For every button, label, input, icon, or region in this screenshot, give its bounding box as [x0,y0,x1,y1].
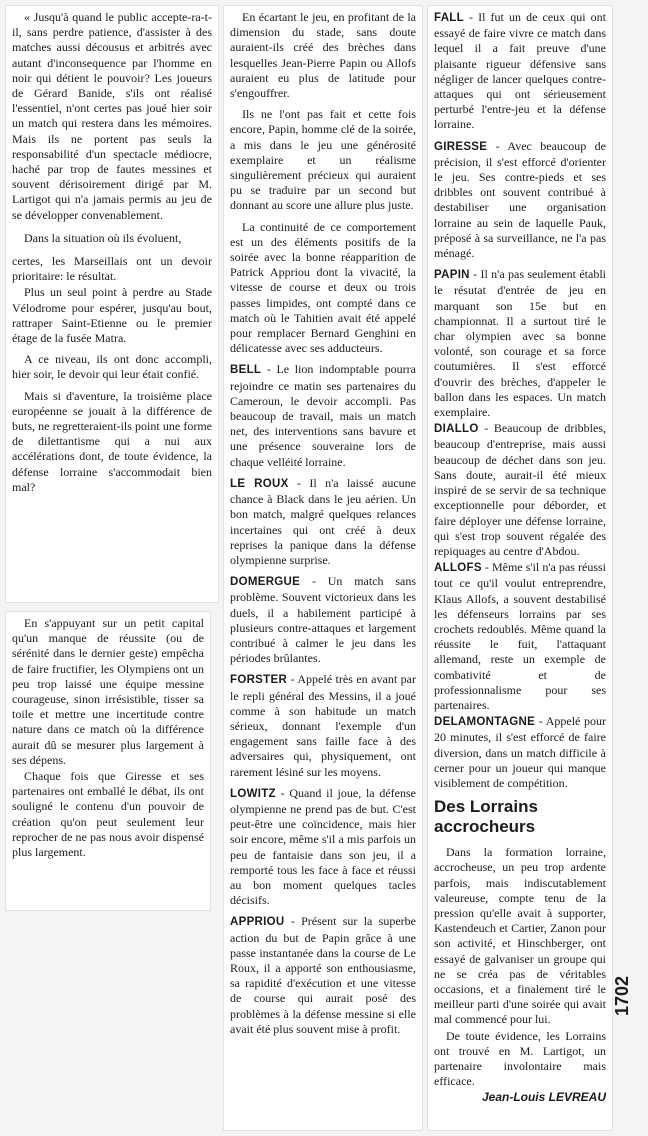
paragraph: Plus un seul point à perdre au Stade Vélodrome pour espérer, jusqu'au bout, rattraper Saint-Etienne ou le premier étage de la fusée Matra. [12,285,212,346]
player-comment: - Avec beaucoup de précision, il s'est efforcé d'orienter le jeu. Ses contre-pieds et ses dribbles ont souvent contribué à destabiliser une organisation lorraine au sein de laquelle Pauk, préposé à sa surveillance, ne l'a pas ménagé. [434,138,606,261]
paragraph: Chaque fois que Giresse et ses partenaires ont emballé le débat, ils ont souligné le contenu d'un pouvoir de création qu'on peut seulement leur reprocher de ne pas nous avoir dispensé plus largement. [12,769,204,860]
player-rating-papin [434,267,606,420]
player-comment: - Il fut un de ceux qui ont essayé de faire vivre ce match dans lequel il a fait preuve d'une plaisante rigueur défensive sans négliger de lancer quelques contre-attaques qui ont sérieusement perturbé l'entre-jeu et la défense lorraine. [434,10,606,132]
paragraph: De toute évidence, les Lorrains ont trouvé en M. Lartigot, un partenaire involontaire mais efficace. [434,1028,606,1089]
paragraph: La continuité de ce comportement est un des éléments positifs de la soirée avec la bonne réapparition de Patrick Appriou dont la vivacité, la vitesse de course et deux ou trois passes limpides, ont compté dans ce match où le Tahitien avait été appelé pour remplacer Bernard Genghini en délicatesse avec ses adducteurs. [230,219,416,356]
paragraph: A ce niveau, ils ont donc accompli, hier soir, le devoir qui leur était confié. [12,352,212,382]
article-clipping-col2 [224,6,422,1130]
player-rating-delamontagne [434,714,606,791]
player-comment: - Le lion indomptable pourra rejoindre ce matin ses partenaires du Cameroun, le devoir accompli. Pas beaucoup de travail, mais un match net, des interventions sans bavure et une présence souveraine lors de chaque velléité lorraine. [230,362,416,469]
player-rating-allofs [434,560,606,713]
player-name: LE ROUX [230,477,289,490]
paragraph: Mais si d'aventure, la troisième place européenne se jouait à la différence de buts, ne regretteraient-ils point une forme de dilettantisme qui a nui aux accélérations dont, de toute évidence, la défense lorraine s'accommodait bien mal? [12,388,212,494]
paragraph: En s'appuyant sur un petit capital qu'un manque de réussite (ou de sérénité dans le dernier geste) empêcha de faire fructifier, les Olympiens ont un peu trop laissé une équipe messine courageuse, sinon irrésistible, tisser sa toile et mettre une incertitude contre nature dans ce match où la différence aurait dû se mesurer plus largement à ses dépens. [12,616,204,767]
player-comment: - Il n'a laissé aucune chance à Black dans le jeu aérien. Un bon match, malgré quelques relances incertaines qui ont créé à deux reprises la panique dans la défense olympienne surprise. [230,475,417,567]
paragraph: certes, les Marseillais ont un devoir prioritaire: le résultat. [12,254,212,284]
player-rating-appriou [230,914,416,1037]
article-clipping-col3 [428,6,612,1130]
player-name: FALL [434,12,464,24]
player-comment: - Quand il joue, la défense olympienne ne prend pas de but. C'est peut-être une coïncidence, mais hier soir encore, même s'il a mis parfois un peu de fantaisie dans son jeu, il a remporté tous les face à face et réussi au bon moment quelques tacles décisifs. [230,785,416,908]
player-rating-giresse [434,139,606,262]
paragraph: Dans la situation où ils évoluent, [24,230,182,245]
paragraph: En écartant le jeu, en profitant de la dimension du stade, sans doute auraient-ils créé des brèches dans lesquelles Jean-Pierre Papin ou Allofs auraient eu plus de latitude pour s'engouffrer. [230,10,416,101]
player-name: FORSTER [230,674,288,687]
player-name: BELL [230,364,262,377]
player-name: ALLOFS [434,562,482,575]
player-rating-lowitz [230,786,416,909]
player-name: DIALLO [434,423,479,436]
article-clipping-col1-bottom [6,612,210,910]
player-rating-domergue [230,574,416,666]
player-comment: - Il n'a pas seulement établi le résutat d'entrée de jeu en marquant son 15e but en championnat. Il a surtout tiré le char olympien avec sa bonne volonté, son courage et sa force coutumières. Il s'est efforcé d'ouvrir des brèches, d'appeler le ballon dans les espaces. Un match exemplaire. [434,267,607,420]
section-title: Des Lorrains accrocheurs [434,797,538,837]
paragraph: « Jusqu'à quand le public accepte-ra-t-il, sans perdre patience, d'assister à des matches aussi décousus et arbitrés avec autant d'inconsequence par l'homme en noir qui détient le pouvoir? Les joueurs de Gérard Banide, s'ils ont réalisé l'essentiel, n'ont certes pas joué hier soir un match qui restera dans les mémoires. Mais ils ne portent pas seuls la responsabilité d'un spectacle médiocre, haché par trop de fautes messines et souvent dérisoirement dirigé par M. Lartigot qui n'a jamais permis au jeu de se développer convenablement. [12,10,212,222]
player-rating-bell [230,362,416,469]
player-name: DOMERGUE [230,576,301,589]
player-comment: - Appelé très en avant par le repli général des Messins, il a joué comme à son habitude un match sérieux, donnant l'exemple d'un engagement sans faille face à des adversaires qui, physiquement, ont rarement lésiné sur les moyens. [230,672,416,779]
player-name: LOWITZ [230,787,276,800]
player-rating-le-roux [230,476,416,568]
player-comment: - Beaucoup de dribbles, beaucoup d'entreprise, mais aussi beaucoup de déchet dans son jeu. Sans doute, aurait-il été mieux inspiré de se servir de sa technique exceptionnelle pour déborder, et faire déployer une défense lorraine, qui s'est trop souvent régalée des repiquages au centre d'Abdou. [434,421,606,558]
player-comment: - Même s'il n'a pas réussi tout ce qu'il voulut entreprendre, Klaus Allofs, a souvent destabilisé les défenseurs lorrains par ses crochets redoublés. Même quand la réussite le fuit, l'attaquant allemand, reste un exemple de combativité et de professionnalisme pour ses partenaires. [434,560,606,712]
author-signature: Jean-Louis LEVREAU [481,1090,606,1105]
page-number: 1702 [612,975,632,1016]
player-rating-diallo [434,421,606,559]
player-comment: - Présent sur la superbe action du but de Papin grâce à une passe instantanée dans la course de Le Roux, il a apporté son enthousiasme, sa rapidité d'exécution et une vitesse de course qui aurait posé des problèmes à la défense messine si elle avait été plus souvent mise à profit. [230,914,417,1036]
player-comment: - Un match sans problème. Souvent victorieux dans les duels, il a habilement participé à plusieurs contre-attaques et largement contribué à calmer le jeu dans les périodes brûlantes. [230,574,417,666]
player-comment: - Appelé pour 20 minutes, il s'est efforcé de faire diversion, dans un match difficile à cerner pour un joueur qui manque visiblement de compétition. [434,714,606,790]
article-clipping-col1-top [6,6,218,602]
player-name: APPRIOU [230,916,285,929]
player-rating-forster [230,672,416,779]
player-name: PAPIN [434,269,470,282]
player-name: GIRESSE [434,140,488,153]
player-rating-fall [434,10,606,133]
paragraph: Ils ne l'ont pas fait et cette fois encore, Papin, homme clé de la soirée, a mis dans le jeu une générosité exemplaire et un réalisme singulièrement précieux qui auraient pu se traduire par un second but donnant au score une allure plus juste. [230,107,416,213]
paragraph: Dans la formation lorraine, accrocheuse, un peu trop ardente parfois, mais indiscutablement valeureuse, compte tenu de la pression qu'elle avait à supporter, Kastendeuch et Cartier, Zanon pour son activité, et Hinschberger, ont essayé de galvaniser un groupe qui ne se créa pas de véritables occasions, et a finalement tiré le meilleur parti d'une soirée qui avait mal commencé pour lui. [434,845,606,1027]
player-name: DELAMONTAGNE [434,716,536,729]
